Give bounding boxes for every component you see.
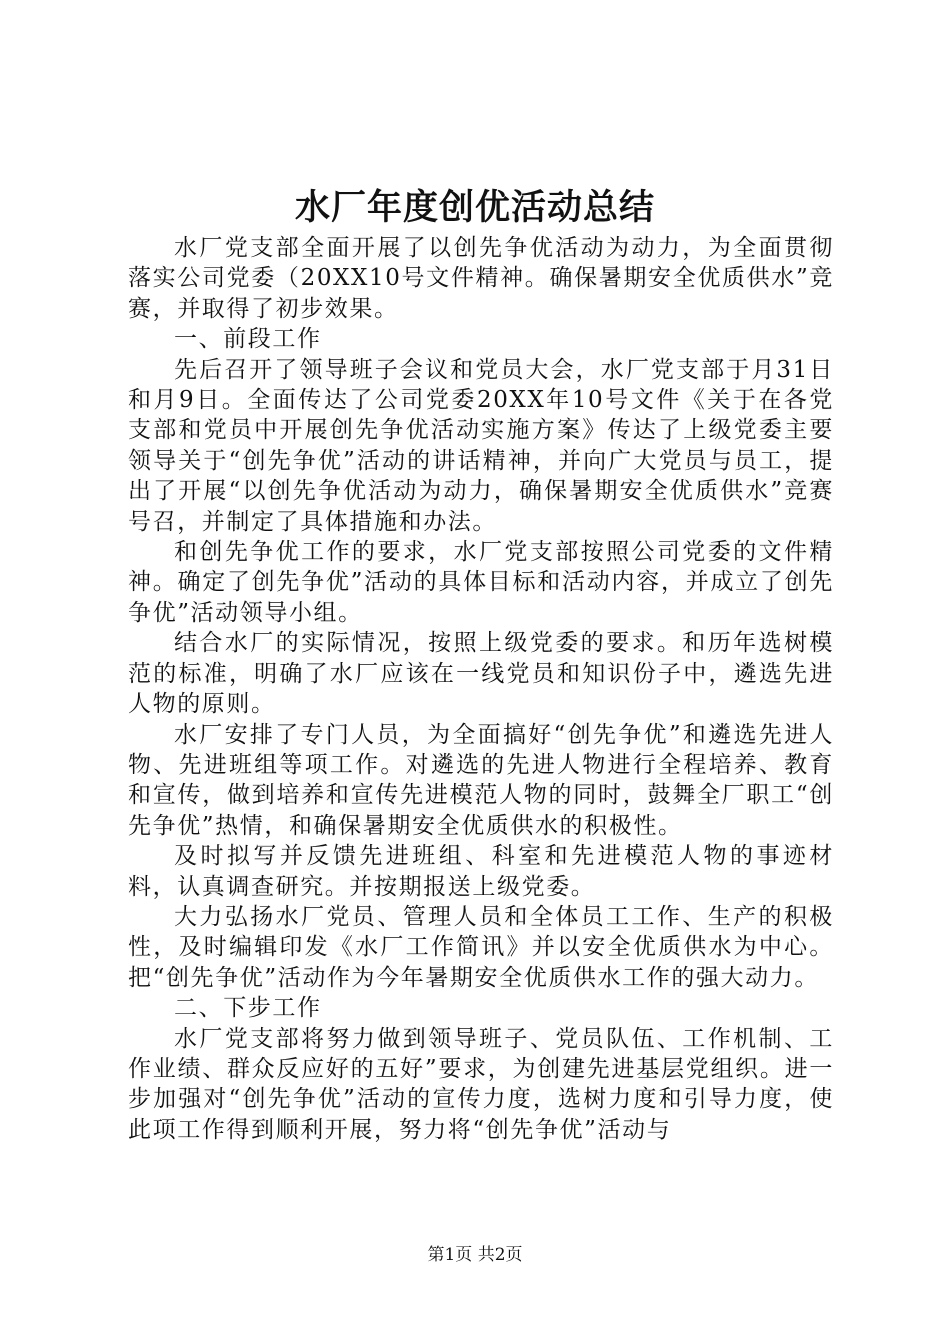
document-body [128,233,834,1145]
paragraph-goals: 和创先争优工作的要求，水厂党支部按照公司党委的文件精神。确定了创先争优”活动的具体目标和活动内容，并成立了创先争优”活动领导小组。 [128,539,834,626]
paragraph-intro: 水厂党支部全面开展了以创先争优活动为动力，为全面贯彻落实公司党委（20XX10号文件精神。确保暑期安全优质供水”竞赛，并取得了初步效果。 [128,235,834,322]
paragraph-selection-principle: 结合水厂的实际情况，按照上级党委的要求。和历年选树模范的标准，明确了水厂应该在一线党员和知识份子中，遴选先进人物的原则。 [128,630,834,718]
paragraph-reporting: 及时拟写并反馈先进班组、科室和先进模范人物的事迹材料，认真调查研究。并按期报送上级党委。 [128,843,834,900]
paragraph-training: 水厂安排了专门人员，为全面搞好“创先争优”和遴选先进人物、先进班组等项工作。对遴选的先进人物进行全程培养、教育和宣传，做到培养和宣传先进模范人物的同时，鼓舞全厂职工“创先争优”热情，和确保暑期安全优质供水的积极性。 [128,721,834,839]
paragraph-next-steps: 水厂党支部将努力做到领导班子、党员队伍、工作机制、工作业绩、群众反应好的五好”要求，为创建先进基层党组织。进一步加强对“创先争优”活动的宣传力度，选树力度和引导力度，使此项工作得到顺利开展，努力将“创先争优”活动与 [128,1025,834,1143]
document-title: 水厂年度创优活动总结 [294,187,655,228]
section-heading-next-work: 二、下步工作 [174,995,322,1022]
page-footer: 第1页 共2页 [427,1245,523,1265]
section-heading-previous-work: 一、前段工作 [174,326,322,353]
paragraph-promotion: 大力弘扬水厂党员、管理人员和全体员工工作、生产的积极性，及时编辑印发《水厂工作简讯》并以安全优质供水为中心。把“创先争优”活动作为今年暑期安全优质供水工作的强大动力。 [128,903,834,991]
paragraph-meetings: 先后召开了领导班子会议和党员大会，水厂党支部于月31日和月9日。全面传达了公司党委20XX年10号文件《关于在各党支部和党员中开展创先争优活动实施方案》传达了上级党委主要领导关于“创先争优”活动的讲话精神，并向广大党员与员工，提出了开展“以创先争优活动为动力，确保暑期安全优质供水”竞赛号召，并制定了具体措施和办法。 [128,356,834,535]
